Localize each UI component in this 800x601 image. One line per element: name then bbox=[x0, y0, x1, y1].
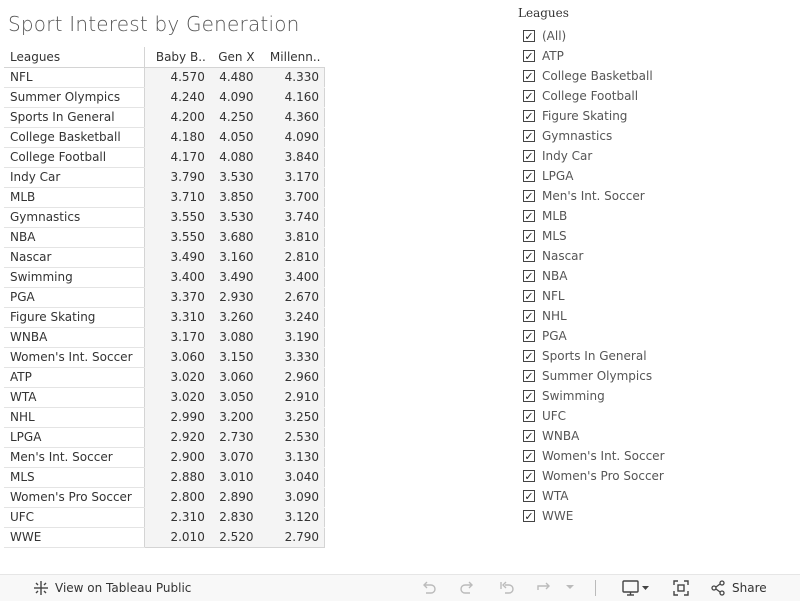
value-cell[interactable]: 2.830 bbox=[210, 507, 259, 527]
filter-item[interactable] bbox=[518, 446, 665, 466]
filter-item-label: Men's Int. Soccer bbox=[542, 189, 645, 203]
view-on-tableau-label: View on Tableau Public bbox=[55, 581, 192, 595]
league-cell[interactable]: Indy Car bbox=[4, 167, 144, 187]
toolbar-separator bbox=[595, 580, 596, 596]
filter-item-label: UFC bbox=[542, 409, 567, 423]
value-cell[interactable]: 3.170 bbox=[259, 167, 325, 187]
value-cell[interactable]: 2.790 bbox=[259, 527, 325, 547]
share-label: Share bbox=[732, 581, 767, 595]
value-cell[interactable]: 3.490 bbox=[144, 247, 210, 267]
value-cell[interactable]: 3.490 bbox=[210, 267, 259, 287]
value-cell[interactable]: 4.570 bbox=[144, 67, 210, 87]
bottom-toolbar bbox=[0, 574, 800, 601]
value-cell[interactable]: 4.090 bbox=[210, 87, 259, 107]
table-row bbox=[4, 267, 325, 287]
view-on-tableau-link[interactable] bbox=[33, 580, 191, 596]
filter-list bbox=[518, 26, 665, 526]
value-cell[interactable]: 2.930 bbox=[210, 287, 259, 307]
table-row bbox=[4, 127, 325, 147]
filter-item[interactable] bbox=[518, 346, 665, 366]
filter-item-label: PGA bbox=[542, 329, 567, 343]
value-cell[interactable]: 2.920 bbox=[144, 427, 210, 447]
league-cell[interactable]: Figure Skating bbox=[4, 307, 144, 327]
column-header[interactable]: Gen X bbox=[210, 47, 259, 67]
value-cell[interactable]: 3.550 bbox=[144, 227, 210, 247]
table-row bbox=[4, 167, 325, 187]
revert-icon bbox=[498, 579, 516, 597]
value-cell[interactable]: 2.530 bbox=[259, 427, 325, 447]
filter-item-label: Gymnastics bbox=[542, 129, 613, 143]
data-table bbox=[4, 47, 325, 548]
page-title: Sport Interest by Generation bbox=[8, 12, 300, 36]
checkbox-checked-icon[interactable]: ✓ bbox=[524, 109, 534, 123]
value-cell[interactable]: 3.120 bbox=[259, 507, 325, 527]
filter-item-label: Sports In General bbox=[542, 349, 647, 363]
value-cell[interactable]: 2.990 bbox=[144, 407, 210, 427]
checkbox-checked-icon[interactable]: ✓ bbox=[524, 329, 534, 343]
value-cell[interactable]: 3.020 bbox=[144, 387, 210, 407]
filter-item[interactable] bbox=[518, 386, 665, 406]
table-row bbox=[4, 527, 325, 547]
league-cell[interactable]: WWE bbox=[4, 527, 144, 547]
table-row bbox=[4, 147, 325, 167]
league-cell[interactable]: Women's Pro Soccer bbox=[4, 487, 144, 507]
league-cell[interactable]: Summer Olympics bbox=[4, 87, 144, 107]
filter-item-label: MLB bbox=[542, 209, 568, 223]
value-cell[interactable]: 2.310 bbox=[144, 507, 210, 527]
value-cell[interactable]: 2.910 bbox=[259, 387, 325, 407]
value-cell[interactable]: 3.400 bbox=[144, 267, 210, 287]
tableau-logo-icon bbox=[33, 580, 49, 596]
checkbox-checked-icon[interactable]: ✓ bbox=[524, 229, 534, 243]
filter-item-label: College Football bbox=[542, 89, 639, 103]
filter-item-label: Nascar bbox=[542, 249, 584, 263]
value-cell[interactable]: 3.190 bbox=[259, 327, 325, 347]
checkbox-checked-icon[interactable]: ✓ bbox=[524, 69, 534, 83]
league-cell[interactable]: College Football bbox=[4, 147, 144, 167]
league-cell[interactable]: WTA bbox=[4, 387, 144, 407]
filter-item[interactable] bbox=[518, 466, 665, 486]
value-cell[interactable]: 4.090 bbox=[259, 127, 325, 147]
checkbox-checked-icon[interactable]: ✓ bbox=[524, 49, 534, 63]
filter-item[interactable] bbox=[518, 206, 665, 226]
value-cell[interactable]: 3.370 bbox=[144, 287, 210, 307]
value-cell[interactable]: 3.250 bbox=[259, 407, 325, 427]
checkbox-checked-icon[interactable]: ✓ bbox=[524, 449, 534, 463]
filter-item[interactable] bbox=[518, 126, 665, 146]
value-cell[interactable]: 3.040 bbox=[259, 467, 325, 487]
filter-item[interactable] bbox=[518, 86, 665, 106]
filter-item-label: MLS bbox=[542, 229, 567, 243]
filter-item[interactable] bbox=[518, 326, 665, 346]
value-cell[interactable]: 2.800 bbox=[144, 487, 210, 507]
value-cell[interactable]: 2.520 bbox=[210, 527, 259, 547]
table-row bbox=[4, 367, 325, 387]
table-header-row bbox=[4, 47, 325, 67]
filter-title: Leagues bbox=[518, 6, 569, 20]
table-body bbox=[4, 67, 325, 547]
table-row bbox=[4, 447, 325, 467]
value-cell[interactable]: 3.310 bbox=[144, 307, 210, 327]
filter-item[interactable] bbox=[518, 506, 665, 526]
filter-item-label: LPGA bbox=[542, 169, 574, 183]
table-row bbox=[4, 247, 325, 267]
filter-item-label: College Basketball bbox=[542, 69, 653, 83]
league-cell[interactable]: NHL bbox=[4, 407, 144, 427]
checkbox-checked-icon[interactable]: ✓ bbox=[524, 489, 534, 503]
table-row bbox=[4, 487, 325, 507]
value-cell[interactable]: 3.810 bbox=[259, 227, 325, 247]
filter-item-label: Women's Pro Soccer bbox=[542, 469, 664, 483]
value-cell[interactable]: 3.240 bbox=[259, 307, 325, 327]
value-cell[interactable]: 4.080 bbox=[210, 147, 259, 167]
value-cell[interactable]: 4.360 bbox=[259, 107, 325, 127]
value-cell[interactable]: 3.060 bbox=[210, 367, 259, 387]
league-cell[interactable]: Nascar bbox=[4, 247, 144, 267]
league-cell[interactable]: MLS bbox=[4, 467, 144, 487]
value-cell[interactable]: 3.170 bbox=[144, 327, 210, 347]
league-cell[interactable]: Swimming bbox=[4, 267, 144, 287]
table-row bbox=[4, 387, 325, 407]
filter-item[interactable] bbox=[518, 246, 665, 266]
value-cell[interactable]: 3.160 bbox=[210, 247, 259, 267]
column-header[interactable]: Millenn.. bbox=[259, 47, 325, 67]
fullscreen-icon bbox=[672, 579, 690, 597]
value-cell[interactable]: 4.180 bbox=[144, 127, 210, 147]
value-cell[interactable]: 4.330 bbox=[259, 67, 325, 87]
checkbox-checked-icon[interactable]: ✓ bbox=[524, 429, 534, 443]
filter-item[interactable] bbox=[518, 406, 665, 426]
league-cell[interactable]: Sports In General bbox=[4, 107, 144, 127]
row-header[interactable]: Leagues bbox=[4, 47, 144, 67]
table-row bbox=[4, 407, 325, 427]
filter-item[interactable] bbox=[518, 46, 665, 66]
value-cell[interactable]: 3.550 bbox=[144, 207, 210, 227]
checkbox-checked-icon[interactable]: ✓ bbox=[524, 29, 534, 43]
filter-item-label: Figure Skating bbox=[542, 109, 628, 123]
filter-item-label: ATP bbox=[542, 49, 564, 63]
value-cell[interactable]: 4.050 bbox=[210, 127, 259, 147]
value-cell[interactable]: 2.960 bbox=[259, 367, 325, 387]
download-icon bbox=[622, 579, 652, 597]
filter-item[interactable] bbox=[518, 286, 665, 306]
value-cell[interactable]: 3.330 bbox=[259, 347, 325, 367]
value-cell[interactable]: 3.010 bbox=[210, 467, 259, 487]
checkbox-checked-icon[interactable]: ✓ bbox=[524, 269, 534, 283]
checkbox-checked-icon[interactable]: ✓ bbox=[524, 129, 534, 143]
filter-item-label: NFL bbox=[542, 289, 565, 303]
filter-item[interactable] bbox=[518, 66, 665, 86]
league-cell[interactable]: College Basketball bbox=[4, 127, 144, 147]
value-cell[interactable]: 3.150 bbox=[210, 347, 259, 367]
filter-item[interactable] bbox=[518, 266, 665, 286]
league-cell[interactable]: MLB bbox=[4, 187, 144, 207]
checkbox-checked-icon[interactable]: ✓ bbox=[524, 389, 534, 403]
leagues-filter bbox=[518, 6, 665, 526]
undo-button[interactable] bbox=[420, 579, 438, 597]
redo-icon bbox=[458, 579, 476, 597]
value-cell[interactable]: 2.730 bbox=[210, 427, 259, 447]
value-cell[interactable]: 2.810 bbox=[259, 247, 325, 267]
table-row bbox=[4, 227, 325, 247]
league-cell[interactable]: Gymnastics bbox=[4, 207, 144, 227]
table-row bbox=[4, 307, 325, 327]
undo-icon bbox=[420, 579, 438, 597]
filter-item[interactable] bbox=[518, 106, 665, 126]
value-cell[interactable]: 2.670 bbox=[259, 287, 325, 307]
table-row bbox=[4, 507, 325, 527]
league-cell[interactable]: UFC bbox=[4, 507, 144, 527]
filter-item[interactable] bbox=[518, 366, 665, 386]
value-cell[interactable]: 2.900 bbox=[144, 447, 210, 467]
table-row bbox=[4, 287, 325, 307]
table-row bbox=[4, 67, 325, 87]
checkbox-checked-icon[interactable]: ✓ bbox=[524, 349, 534, 363]
filter-item[interactable] bbox=[518, 146, 665, 166]
value-cell[interactable]: 3.200 bbox=[210, 407, 259, 427]
filter-item[interactable] bbox=[518, 226, 665, 246]
checkbox-checked-icon[interactable]: ✓ bbox=[524, 509, 534, 523]
league-cell[interactable]: NFL bbox=[4, 67, 144, 87]
value-cell[interactable]: 3.700 bbox=[259, 187, 325, 207]
filter-item[interactable] bbox=[518, 306, 665, 326]
league-cell[interactable]: NBA bbox=[4, 227, 144, 247]
value-cell[interactable]: 3.090 bbox=[259, 487, 325, 507]
checkbox-checked-icon[interactable]: ✓ bbox=[524, 409, 534, 423]
table-row bbox=[4, 107, 325, 127]
value-cell[interactable]: 3.710 bbox=[144, 187, 210, 207]
league-cell[interactable]: PGA bbox=[4, 287, 144, 307]
league-cell[interactable]: ATP bbox=[4, 367, 144, 387]
download-button[interactable] bbox=[622, 579, 652, 597]
value-cell[interactable]: 3.400 bbox=[259, 267, 325, 287]
filter-item-label: Summer Olympics bbox=[542, 369, 653, 383]
refresh-button[interactable] bbox=[535, 579, 553, 597]
checkbox-checked-icon[interactable]: ✓ bbox=[524, 309, 534, 323]
checkbox-checked-icon[interactable]: ✓ bbox=[524, 89, 534, 103]
table-row bbox=[4, 327, 325, 347]
filter-item[interactable] bbox=[518, 486, 665, 506]
league-cell[interactable]: Women's Int. Soccer bbox=[4, 347, 144, 367]
filter-item[interactable] bbox=[518, 426, 665, 446]
league-cell[interactable]: LPGA bbox=[4, 427, 144, 447]
checkbox-checked-icon[interactable]: ✓ bbox=[524, 249, 534, 263]
table-row bbox=[4, 207, 325, 227]
value-cell[interactable]: 3.020 bbox=[144, 367, 210, 387]
checkbox-checked-icon[interactable]: ✓ bbox=[524, 289, 534, 303]
refresh-dropdown[interactable] bbox=[565, 582, 575, 592]
filter-item-label: WTA bbox=[542, 489, 569, 503]
redo-button[interactable] bbox=[458, 579, 476, 597]
value-cell[interactable]: 2.010 bbox=[144, 527, 210, 547]
value-cell[interactable]: 4.240 bbox=[144, 87, 210, 107]
checkbox-checked-icon[interactable]: ✓ bbox=[524, 149, 534, 163]
value-cell[interactable]: 3.680 bbox=[210, 227, 259, 247]
checkbox-checked-icon[interactable]: ✓ bbox=[524, 209, 534, 223]
value-cell[interactable]: 3.080 bbox=[210, 327, 259, 347]
value-cell[interactable]: 3.790 bbox=[144, 167, 210, 187]
value-cell[interactable]: 3.850 bbox=[210, 187, 259, 207]
revert-button[interactable] bbox=[498, 579, 516, 597]
value-cell[interactable]: 4.250 bbox=[210, 107, 259, 127]
checkbox-checked-icon[interactable]: ✓ bbox=[524, 189, 534, 203]
value-cell[interactable]: 4.160 bbox=[259, 87, 325, 107]
table-row bbox=[4, 427, 325, 447]
value-cell[interactable]: 2.880 bbox=[144, 467, 210, 487]
value-cell[interactable]: 3.530 bbox=[210, 167, 259, 187]
filter-item-label: NBA bbox=[542, 269, 568, 283]
dropdown-icon bbox=[565, 582, 575, 592]
value-cell[interactable]: 4.200 bbox=[144, 107, 210, 127]
value-cell[interactable]: 2.890 bbox=[210, 487, 259, 507]
value-cell[interactable]: 3.260 bbox=[210, 307, 259, 327]
column-header[interactable]: Baby B.. bbox=[144, 47, 210, 67]
table-row bbox=[4, 87, 325, 107]
league-cell[interactable]: WNBA bbox=[4, 327, 144, 347]
value-cell[interactable]: 3.070 bbox=[210, 447, 259, 467]
checkbox-checked-icon[interactable]: ✓ bbox=[524, 369, 534, 383]
filter-item-label: WNBA bbox=[542, 429, 580, 443]
filter-item[interactable] bbox=[518, 186, 665, 206]
refresh-icon bbox=[535, 579, 553, 597]
filter-item-label: WWE bbox=[542, 509, 574, 523]
share-button[interactable] bbox=[710, 580, 767, 596]
value-cell[interactable]: 3.530 bbox=[210, 207, 259, 227]
filter-item-label: NHL bbox=[542, 309, 567, 323]
filter-item-label: Indy Car bbox=[542, 149, 593, 163]
checkbox-checked-icon[interactable]: ✓ bbox=[524, 169, 534, 183]
value-cell[interactable]: 3.130 bbox=[259, 447, 325, 467]
filter-item[interactable] bbox=[518, 166, 665, 186]
table-row bbox=[4, 187, 325, 207]
filter-item-label: Women's Int. Soccer bbox=[542, 449, 665, 463]
checkbox-checked-icon[interactable]: ✓ bbox=[524, 469, 534, 483]
filter-item[interactable] bbox=[518, 26, 665, 46]
value-cell[interactable]: 3.740 bbox=[259, 207, 325, 227]
value-cell[interactable]: 3.050 bbox=[210, 387, 259, 407]
value-cell[interactable]: 4.170 bbox=[144, 147, 210, 167]
filter-item-label: Swimming bbox=[542, 389, 605, 403]
table-row bbox=[4, 467, 325, 487]
fullscreen-button[interactable] bbox=[672, 579, 690, 597]
table-row bbox=[4, 347, 325, 367]
value-cell[interactable]: 3.060 bbox=[144, 347, 210, 367]
league-cell[interactable]: Men's Int. Soccer bbox=[4, 447, 144, 467]
value-cell[interactable]: 3.840 bbox=[259, 147, 325, 167]
value-cell[interactable]: 4.480 bbox=[210, 67, 259, 87]
share-icon bbox=[710, 580, 726, 596]
filter-item-label: (All) bbox=[542, 29, 567, 43]
